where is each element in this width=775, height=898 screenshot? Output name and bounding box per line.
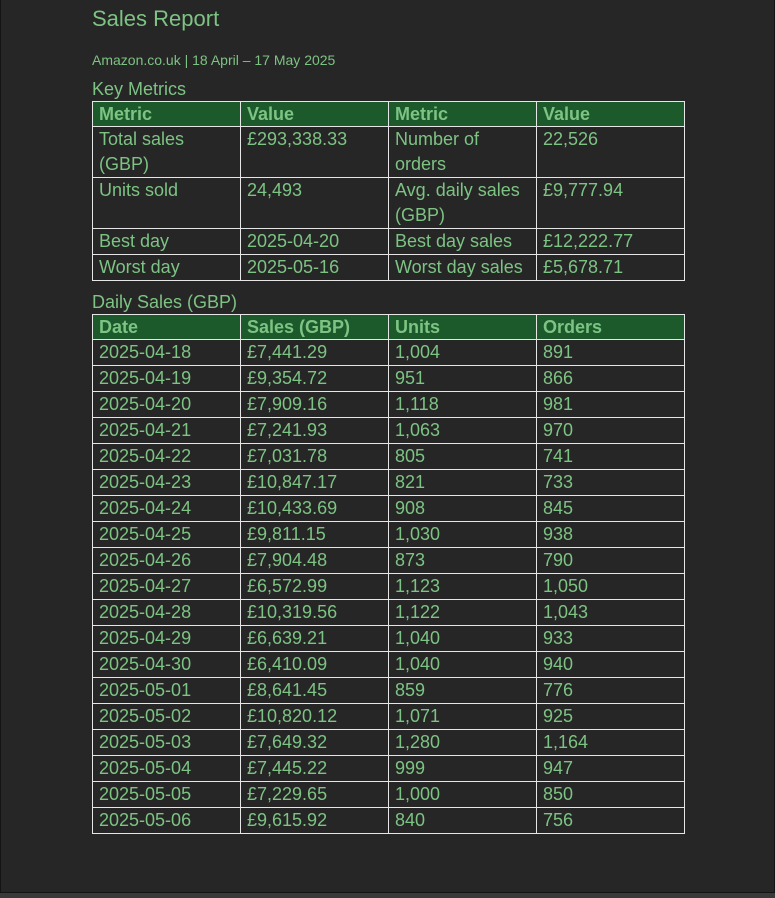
column-header: Metric — [389, 102, 537, 127]
table-row — [93, 678, 685, 704]
table-cell: £10,319.56 — [241, 600, 389, 626]
table-cell: 1,004 — [389, 340, 537, 366]
table-row — [93, 730, 685, 756]
table-cell: 840 — [389, 808, 537, 834]
table-cell: Worst day — [93, 255, 241, 281]
table-cell: 2025-04-20 — [241, 229, 389, 255]
table-row — [93, 418, 685, 444]
daily-sales-body — [93, 340, 685, 834]
table-cell: 1,071 — [389, 704, 537, 730]
table-cell: £7,445.22 — [241, 756, 389, 782]
table-cell: 866 — [537, 366, 685, 392]
column-header: Value — [241, 102, 389, 127]
table-cell: 2025-05-05 — [93, 782, 241, 808]
table-cell: £7,441.29 — [241, 340, 389, 366]
table-cell: 2025-04-20 — [93, 392, 241, 418]
table-cell: £293,338.33 — [241, 127, 389, 178]
page-title: Sales Report — [92, 6, 220, 31]
table-cell: 1,030 — [389, 522, 537, 548]
table-cell: 2025-04-21 — [93, 418, 241, 444]
table-cell: £7,904.48 — [241, 548, 389, 574]
column-header: Orders — [537, 315, 685, 340]
table-row — [93, 600, 685, 626]
table-row — [93, 626, 685, 652]
table-cell: Number of orders — [389, 127, 537, 178]
table-cell: £6,572.99 — [241, 574, 389, 600]
table-cell: 2025-05-03 — [93, 730, 241, 756]
table-cell: £9,615.92 — [241, 808, 389, 834]
table-row — [93, 366, 685, 392]
daily-sales-table — [92, 314, 685, 834]
table-cell: £7,241.93 — [241, 418, 389, 444]
table-cell: 1,164 — [537, 730, 685, 756]
table-row — [93, 808, 685, 834]
table-cell: £10,433.69 — [241, 496, 389, 522]
table-cell: 2025-05-16 — [241, 255, 389, 281]
table-cell: 2025-04-19 — [93, 366, 241, 392]
table-cell: 938 — [537, 522, 685, 548]
table-cell: 1,000 — [389, 782, 537, 808]
table-row — [93, 652, 685, 678]
key-metrics-header-row — [93, 102, 685, 127]
table-row — [93, 574, 685, 600]
table-cell: 933 — [537, 626, 685, 652]
table-cell: 1,118 — [389, 392, 537, 418]
table-cell: £6,410.09 — [241, 652, 389, 678]
table-row — [93, 522, 685, 548]
table-cell: 2025-04-28 — [93, 600, 241, 626]
table-row — [93, 496, 685, 522]
table-cell: 1,123 — [389, 574, 537, 600]
table-cell: 970 — [537, 418, 685, 444]
column-header: Units — [389, 315, 537, 340]
table-cell: 845 — [537, 496, 685, 522]
table-row — [93, 782, 685, 808]
table-row — [93, 704, 685, 730]
table-cell: 756 — [537, 808, 685, 834]
table-cell: 2025-04-27 — [93, 574, 241, 600]
table-row — [93, 548, 685, 574]
table-cell: 790 — [537, 548, 685, 574]
table-cell: 1,122 — [389, 600, 537, 626]
column-header: Date — [93, 315, 241, 340]
column-header: Metric — [93, 102, 241, 127]
table-row — [93, 470, 685, 496]
metric-row — [93, 229, 685, 255]
table-cell: Best day — [93, 229, 241, 255]
table-cell: 733 — [537, 470, 685, 496]
table-cell: 2025-04-23 — [93, 470, 241, 496]
table-cell: 821 — [389, 470, 537, 496]
table-cell: £7,031.78 — [241, 444, 389, 470]
table-cell: Total sales (GBP) — [93, 127, 241, 178]
table-cell: 2025-05-06 — [93, 808, 241, 834]
key-metrics-table — [92, 101, 685, 281]
table-cell: 940 — [537, 652, 685, 678]
table-cell: £7,229.65 — [241, 782, 389, 808]
table-cell: 2025-04-22 — [93, 444, 241, 470]
table-cell: 850 — [537, 782, 685, 808]
table-cell: 947 — [537, 756, 685, 782]
table-row — [93, 392, 685, 418]
daily-sales-heading: Daily Sales (GBP) — [92, 292, 238, 312]
table-cell: 2025-04-25 — [93, 522, 241, 548]
table-cell: £9,777.94 — [537, 178, 685, 229]
table-cell: 873 — [389, 548, 537, 574]
table-cell: 951 — [389, 366, 537, 392]
table-cell: 22,526 — [537, 127, 685, 178]
table-cell: 2025-05-01 — [93, 678, 241, 704]
table-cell: 1,040 — [389, 652, 537, 678]
table-cell: £9,354.72 — [241, 366, 389, 392]
table-cell: 2025-05-04 — [93, 756, 241, 782]
table-cell: 1,043 — [537, 600, 685, 626]
table-cell: £7,909.16 — [241, 392, 389, 418]
table-cell: 908 — [389, 496, 537, 522]
column-header: Sales (GBP) — [241, 315, 389, 340]
table-cell: Worst day sales — [389, 255, 537, 281]
table-cell: £7,649.32 — [241, 730, 389, 756]
metric-row — [93, 178, 685, 229]
table-cell: 1,050 — [537, 574, 685, 600]
bottom-divider — [0, 893, 775, 898]
report-subtitle: Amazon.co.uk | 18 April – 17 May 2025 — [92, 52, 336, 68]
table-cell: £9,811.15 — [241, 522, 389, 548]
table-cell: Best day sales — [389, 229, 537, 255]
table-row — [93, 340, 685, 366]
key-metrics-heading: Key Metrics — [92, 79, 187, 99]
table-cell: 1,040 — [389, 626, 537, 652]
table-cell: 1,063 — [389, 418, 537, 444]
table-cell: 2025-05-02 — [93, 704, 241, 730]
table-cell: £12,222.77 — [537, 229, 685, 255]
table-cell: Units sold — [93, 178, 241, 229]
table-cell: Avg. daily sales (GBP) — [389, 178, 537, 229]
table-cell: £8,641.45 — [241, 678, 389, 704]
table-cell: 776 — [537, 678, 685, 704]
table-cell: 859 — [389, 678, 537, 704]
table-cell: 24,493 — [241, 178, 389, 229]
table-cell: 2025-04-30 — [93, 652, 241, 678]
table-cell: 2025-04-29 — [93, 626, 241, 652]
table-cell: 2025-04-26 — [93, 548, 241, 574]
table-cell: £10,820.12 — [241, 704, 389, 730]
table-cell: £5,678.71 — [537, 255, 685, 281]
table-cell: 2025-04-24 — [93, 496, 241, 522]
table-cell: 891 — [537, 340, 685, 366]
table-cell: 805 — [389, 444, 537, 470]
column-header: Value — [537, 102, 685, 127]
table-cell: 2025-04-18 — [93, 340, 241, 366]
table-row — [93, 756, 685, 782]
table-cell: 925 — [537, 704, 685, 730]
table-cell: £6,639.21 — [241, 626, 389, 652]
table-cell: 999 — [389, 756, 537, 782]
report-content — [92, 0, 692, 834]
table-cell: 1,280 — [389, 730, 537, 756]
table-cell: 981 — [537, 392, 685, 418]
key-metrics-body — [93, 127, 685, 281]
table-row — [93, 444, 685, 470]
table-cell: £10,847.17 — [241, 470, 389, 496]
daily-sales-header-row — [93, 315, 685, 340]
metric-row — [93, 255, 685, 281]
metric-row — [93, 127, 685, 178]
table-cell: 741 — [537, 444, 685, 470]
